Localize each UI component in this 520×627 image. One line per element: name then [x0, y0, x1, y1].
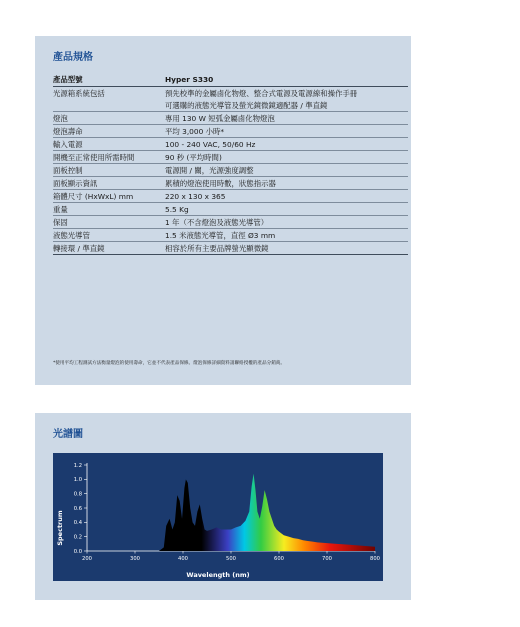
y-tick-label: 0.0 — [73, 548, 82, 555]
spec-row — [53, 242, 408, 255]
y-tick-label: 0.8 — [73, 491, 82, 498]
spec-value: 100 - 240 VAC, 50/60 Hz — [165, 138, 408, 151]
spec-row — [53, 229, 408, 242]
spec-value: 電源開 / 關，光源強度調整 — [165, 164, 408, 177]
spec-value: 相容於所有主要品牌螢光顯微鏡 — [165, 242, 408, 255]
spec-row — [53, 138, 408, 151]
spec-label: 轉接環 / 準直鏡 — [53, 242, 165, 255]
specs-table — [53, 73, 408, 255]
specs-panel — [35, 36, 411, 385]
spec-row — [53, 151, 408, 164]
x-tick-label: 700 — [322, 556, 332, 562]
spec-label: 光源箱系統包括 — [53, 89, 105, 98]
x-tick-label: 800 — [370, 556, 380, 562]
spectrum-panel — [35, 413, 411, 600]
spec-label: 重量 — [53, 203, 165, 216]
spec-row — [53, 203, 408, 216]
spec-value: Hyper S330 — [165, 73, 408, 87]
spectrum-area — [159, 474, 375, 551]
spec-label: 保固 — [53, 216, 165, 229]
spec-value: 1 年（不含燈泡及液態光導管） — [165, 216, 408, 229]
x-tick-label: 300 — [130, 556, 140, 562]
spec-value: 1.5 米液態光導管，直徑 Ø3 mm — [165, 229, 408, 242]
spec-value: 預先校準的金屬鹵化物燈、整合式電源及電源線和操作手冊 — [165, 89, 358, 98]
x-tick-label: 600 — [274, 556, 284, 562]
spec-row — [53, 87, 408, 100]
spec-value: 累積的燈泡使用時數，狀態指示器 — [165, 177, 408, 190]
x-tick-label: 400 — [178, 556, 188, 562]
specs-title: 產品規格 — [53, 52, 93, 63]
spec-value: 220 x 130 x 365 — [165, 190, 408, 203]
spec-row — [53, 177, 408, 190]
spec-label: 開機至正常使用所需時間 — [53, 151, 165, 164]
spec-label — [53, 99, 165, 112]
spec-label: 燈泡壽命 — [53, 125, 165, 138]
y-tick-label: 0.4 — [73, 520, 82, 527]
spec-row — [53, 99, 408, 112]
y-tick-label: 1.0 — [73, 477, 82, 484]
spec-value: 專用 130 W 短弧金屬鹵化物燈泡 — [165, 112, 408, 125]
spec-label: 產品型號 — [53, 73, 165, 87]
y-axis-label: Spectrum — [56, 510, 64, 546]
spec-row — [53, 164, 408, 177]
spec-label: 輸入電源 — [53, 138, 165, 151]
spec-label: 箱體尺寸 (HxWxL) mm — [53, 190, 165, 203]
spec-row — [53, 190, 408, 203]
spectrum-chart — [53, 453, 383, 581]
spec-value: 90 秒 (平均時間) — [165, 151, 408, 164]
spec-label: 面板控制 — [53, 164, 165, 177]
y-tick-label: 1.2 — [73, 462, 82, 469]
spectrum-title: 光譜圖 — [53, 429, 83, 440]
spec-value: 可選購的液態光導管及螢光鏡微鏡適配器 / 準直鏡 — [165, 99, 408, 112]
spec-label: 液態光導管 — [53, 229, 165, 242]
spec-row — [53, 216, 408, 229]
spec-row — [53, 112, 408, 125]
lamp-life-footnote: *使用平均工程測試方法衡量燈泡的使用壽命，它並不代表產品保修。燈泡保修詳細資料請聯絡授權的產品分銷商。 — [53, 361, 285, 366]
spec-label: 燈泡 — [53, 112, 165, 125]
spec-value: 平均 3,000 小時* — [165, 125, 408, 138]
spec-row — [53, 73, 408, 87]
x-axis-label: Wavelength (nm) — [186, 571, 250, 579]
spectrum-chart-svg — [53, 453, 383, 581]
x-tick-label: 500 — [226, 556, 236, 562]
spec-row — [53, 125, 408, 138]
spec-label: 面板顯示資訊 — [53, 177, 165, 190]
spec-value: 5.5 Kg — [165, 203, 408, 216]
x-tick-label: 200 — [82, 556, 92, 562]
y-tick-label: 0.6 — [73, 505, 82, 512]
y-tick-label: 0.2 — [73, 534, 82, 541]
